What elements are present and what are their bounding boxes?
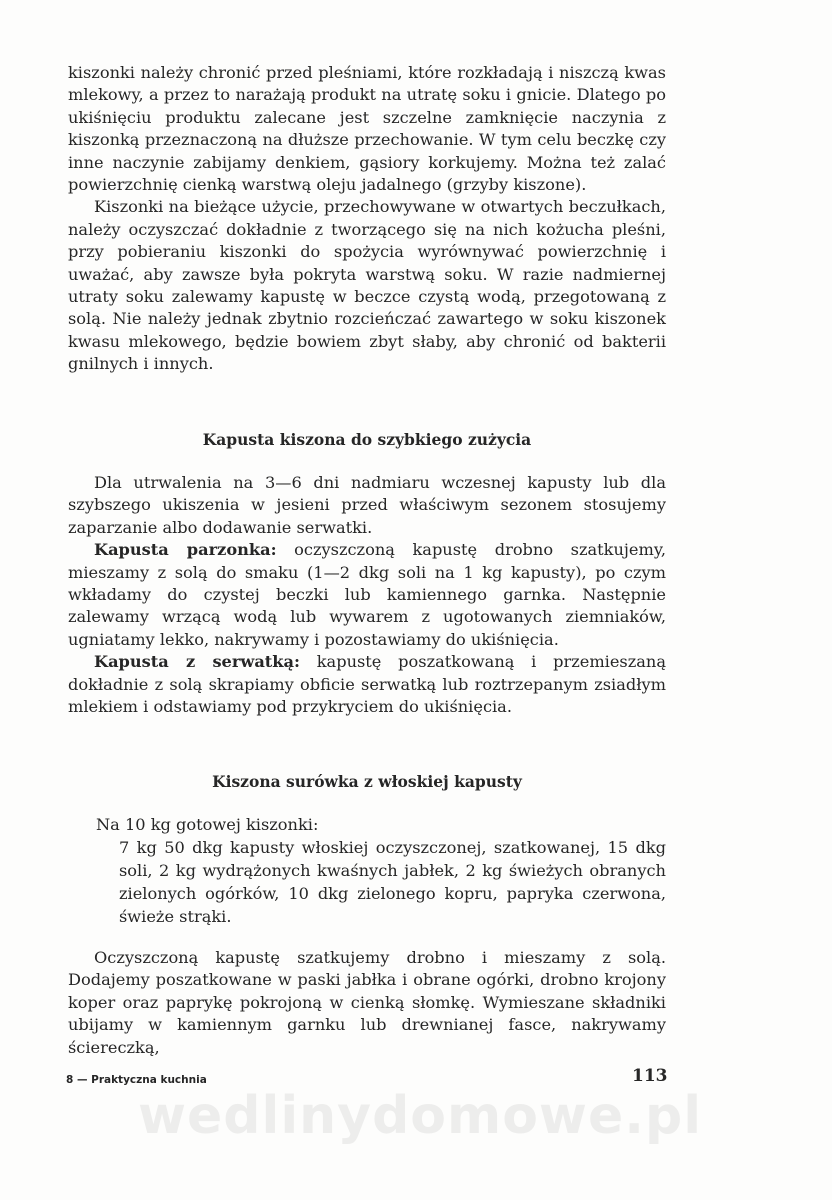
text-parzonka: oczyszczoną kapustę drobno szatkujemy, mieszamy z solą do smaku (1—2 dkg soli na 1 kg kapusty), po czym wkładamy do czystej beczki lub kamiennego garnka. Następnie zalewamy wrzącą wodą lub wywarem z ugotowanych ziemniaków, ugniatamy lekko, nakrywamy i pozostawiamy do ukiśnięcia. (68, 540, 666, 649)
ingredients-intro: Na 10 kg gotowej kiszonki: (96, 815, 319, 834)
section-savoy-method (68, 947, 666, 1059)
top-text-block (68, 62, 666, 376)
paragraph-storage: Kiszonki na bieżące użycie, przechowywane w otwartych beczułkach, należy oczyszczać dokładnie z tworzącego się na nich kożucha pleśni, przy pobieraniu kiszonki do spożycia wyrównywać powierzchnię i uważać, aby zawsze była pokryta warstwą soku. W razie nadmiernej utraty soku zalewamy kapustę w beczce czystą wodą, przegotowaną z solą. Nie należy jednak zbytnio rozcieńczać zawartego w soku kiszonek kwasu mlekowego, będzie bowiem zbyt słaby, aby chronić od bakterii gnilnych i innych. (68, 197, 666, 374)
lead-parzonka: Kapusta parzonka: (94, 540, 277, 560)
text-serwatka: kapustę poszatkowaną i przemieszaną dokładnie z solą skrapiamy obficie serwatką lub roztrzepanym zsiadłym mlekiem i odstawiamy pod przykryciem do ukiśnięcia. (68, 652, 666, 717)
page-number: 113 (632, 1066, 668, 1086)
paragraph-parzonka (68, 539, 666, 651)
footer-section-label: 8 — Praktyczna kuchnia (66, 1074, 207, 1086)
section-heading-quick-sauerkraut: Kapusta kiszona do szybkiego zużycia (202, 430, 532, 449)
lead-serwatka: Kapusta z serwatką: (94, 652, 300, 672)
paragraph-intro: Dla utrwalenia na 3—6 dni nadmiaru wczesnej kapusty lub dla szybszego ukiszenia w jesieni przed właściwym sezonem stosujemy zaparzanie albo dodawanie serwatki. (68, 473, 666, 537)
watermark: wedlinydomowe.pl (137, 1086, 703, 1146)
ingredients-list: 7 kg 50 dkg kapusty włoskiej oczyszczonej, szatkowanej, 15 dkg soli, 2 kg wydrążonych kwaśnych jabłek, 2 kg świeżych obranych zielonych ogórków, 10 dkg zielonego kopru, papryka czerwona, świeże strąki. (119, 838, 666, 926)
section-heading-savoy-salad: Kiszona surówka z włoskiej kapusty (212, 772, 522, 791)
paragraph-continuation: kiszonki należy chronić przed pleśniami, które rozkładają i niszczą kwas mlekowy, a przez to narażają produkt na utratę soku i gnicie. Dlatego po ukiśnięciu produktu zalecane jest szczelne zamknięcie naczynia z kiszonką przeznaczoną na dłuższe przechowanie. W tym celu beczkę czy inne naczynie zabijamy denkiem, gąsiory korkujemy. Można też zalać powierzchnię cienką warstwą oleju jadalnego (grzyby kiszone). (68, 63, 666, 195)
paragraph-serwatka (68, 651, 666, 718)
section-quick-sauerkraut-body (68, 472, 666, 718)
paragraph-method: Oczyszczoną kapustę szatkujemy drobno i mieszamy z solą. Dodajemy poszatkowane w paski jabłka i obrane ogórki, drobno krojony koper oraz paprykę pokrojoną w cienką słomkę. Wymieszane składniki ubijamy w kamiennym garnku lub drewnianej fasce, nakrywamy ściereczką, (68, 948, 666, 1057)
